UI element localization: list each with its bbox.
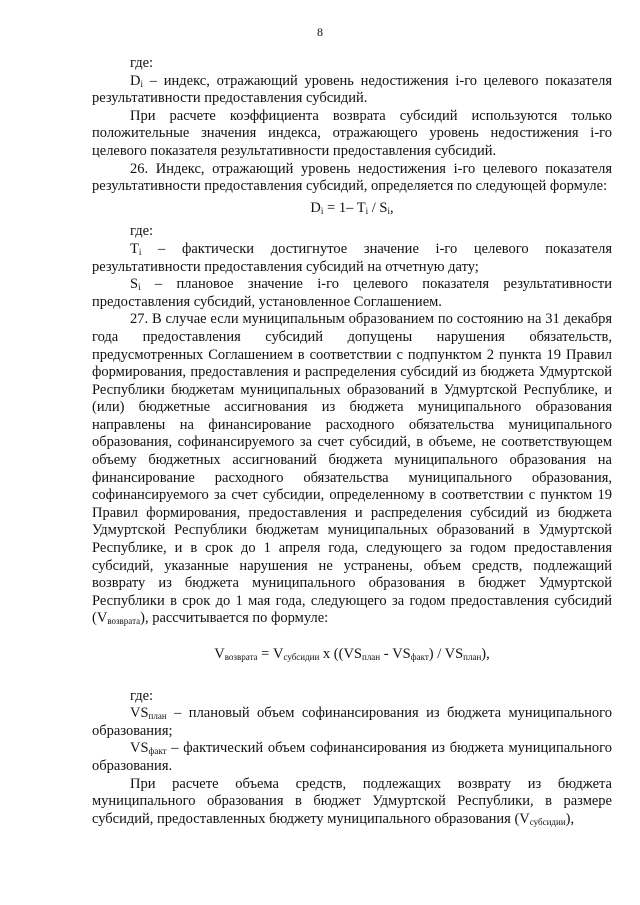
paragraph-26: 26. Индекс, отражающий уровень недостижения i-го целевого показателя результативности предоставления субсидий, определяется по следующей формуле: xyxy=(92,160,612,195)
paragraph-calculation-note: При расчете коэффициента возврата субсидий используются только положительные значения индекса, отражающего уровень недостижения i-го целевого показателя результативности предоставления субсидий. xyxy=(92,107,612,159)
document-body xyxy=(92,55,612,828)
paragraph-last: При расчете объема средств, подлежащих возврату из бюджета муниципального образования в бюджет Удмуртской Республики, в размере субсидий, предоставленных бюджету муниципального образования $(V_{субсидии})$, xyxy=(92,775,612,827)
where-label: где: xyxy=(130,687,154,704)
formula-index: $D_i = 1-$ $T_i / S_i$, xyxy=(310,199,394,216)
where-label: где: xyxy=(130,223,154,240)
definition-d: $D_i$ – индекс, отражающий уровень недостижения i-го целевого показателя результативности предоставления субсидий. xyxy=(92,72,612,107)
paragraph-27: 27. В случае если муниципальным образованием по состоянию на 31 декабря года предоставления субсидий допущены нарушения обязательств, предусмотренных Соглашением в соответствии с подпунктом 2 пункта 19 Правил формирования, предоставления и распределения субсидий из бюджета Удмуртской Республики бюджетам муниципальных образований в Удмуртской Республике, и (или) бюджетные ассигнования из бюджета муниципального образования направлены на финансирование расходного обязательства муниципального образования, софинансируемого за счет субсидий, в объеме, не соответствующем объему бюджетных ассигнований бюджета муниципального образования на финансирование расходного обязательства муниципального образования, софинансируемого за счет субсидии, определенному в соответствии с пунктом 19 Правил формирования, предоставления и распределения субсидий из бюджета Удмуртской Республики бюджетам муниципальных образований в Удмуртской Республике, и в срок до 1 апреля года, следующего за годом предоставления субсидий, указанные нарушения не устранены, объем средств, подлежащий возврату из бюджета муниципального образования в бюджет Удмуртской Республики в срок до 1 мая года, следующего за годом предоставления субсидий $(V_{возврата})$, рассчитывается по формуле: xyxy=(92,311,612,627)
definition-t: $T_i$ – фактически достигнутое значение i-го целевого показателя результативности предоставления субсидий на отчетную дату; xyxy=(92,240,612,275)
definition-s: $S_i$ – плановое значение i-го целевого показателя результативности предоставления субсидий, установленное Соглашением. xyxy=(92,276,612,310)
formula-return-volume: $V_{возврата} = V_{субсидии}$ x $((VS_{план} - VS_{факт}) / VS_{план})$, xyxy=(214,646,490,662)
definition-vs-plan: $VS_{план}$ – плановый объем софинансирования из бюджета муниципального образования; xyxy=(92,705,612,739)
definition-vs-fakt: $VS_{факт}$ – фактический объем софинансирования из бюджета муниципального образования. xyxy=(92,740,612,774)
where-label: где: xyxy=(130,55,154,71)
page-number: 8 xyxy=(317,25,323,39)
